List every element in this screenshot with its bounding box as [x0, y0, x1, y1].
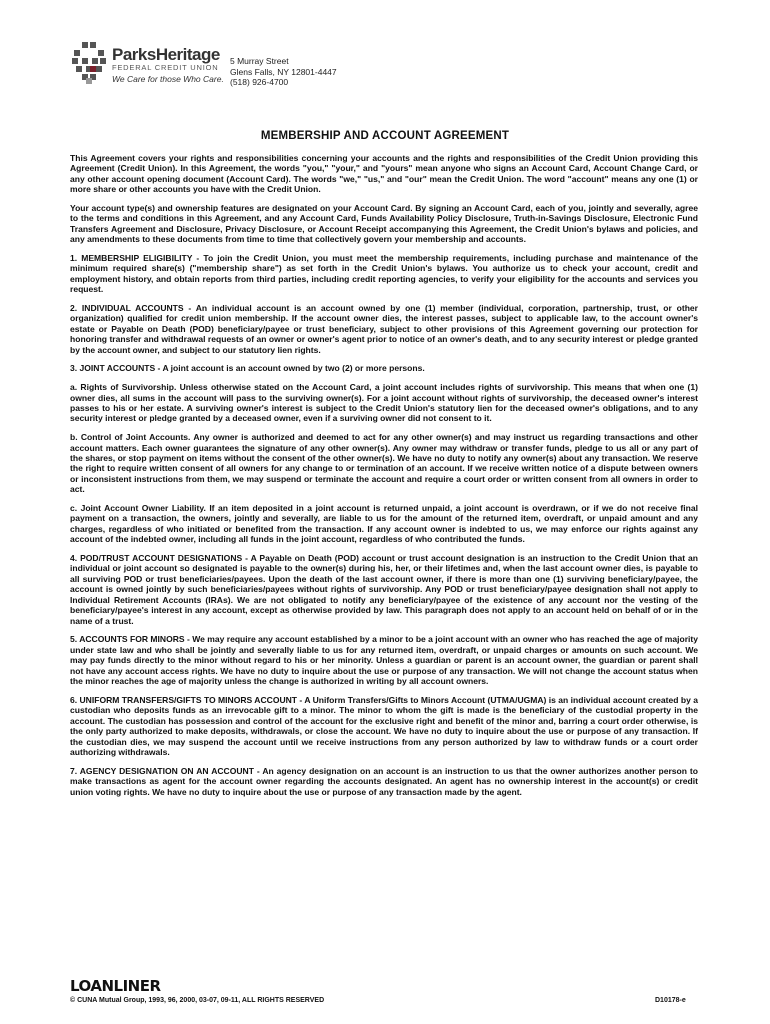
brand-block	[112, 46, 224, 85]
letterhead	[72, 40, 692, 92]
brand-tagline: We Care for those Who Care.	[112, 74, 224, 84]
paragraph: 4. POD/TRUST ACCOUNT DESIGNATIONS - A Payable on Death (POD) account or trust account designation is an instruction to the Credit Union that an individual or joint account so designated is payable to the owner(s) during his, her, or their lifetimes and, when the last account owner dies, is payable to all surviving POD or trust beneficiaries/payees. Upon the death of the last account owner, if there is more than one (1) surviving beneficiary/payee, the account is owned jointly by such beneficiaries/payees without rights of survivorship. Any POD or trust beneficiary/payee designation shall not apply to Individual Retirement Accounts (IRAs). We are not obligated to notify any beneficiary/payee of the existence of any account nor the vesting of the beneficiary/payee's interest in any account, except as otherwise provided by law. This paragraph does not apply to an account held on behalf of or in the name of a trust.	[70, 553, 698, 626]
paragraph: 1. MEMBERSHIP ELIGIBILITY - To join the Credit Union, you must meet the membership requirements, including purchase and maintenance of the minimum required share(s) ("membership share") as set forth in the Credit Union's bylaws. You authorize us to check your account, credit and employment history, and obtain reports from third parties, including credit reporting agencies, to verify your eligibility for the accounts and services you request.	[70, 253, 698, 295]
brand-subtitle: FEDERAL CREDIT UNION	[112, 63, 219, 72]
paragraph: This Agreement covers your rights and responsibilities concerning your accounts and the rights and responsibilities of the Credit Union providing this Agreement (Credit Union). In this Agreement, the words "you," "your," and "yours" mean anyone who signs an Account Card, Account Change Card, or any other account opening document (Account Card). The words "we," "us," and "our" mean the Credit Union. The word "account" means any one (1) or more share or other accounts you have with the Credit Union.	[70, 153, 698, 195]
loanliner-logo: LOANLINER	[70, 977, 161, 995]
paragraph: 2. INDIVIDUAL ACCOUNTS - An individual account is an account owned by one (1) member (individual, corporation, partnership, trust, or other organization) qualified for credit union membership. If the account owner dies, the interest passes, subject to applicable law, to the account owner's estate or Payable on Death (POD) beneficiary/payee or trust beneficiary, subject to other provisions of this Agreement governing our protection for honoring transfer and withdrawal requests of an owner or owner's agent prior to notice of an owner's death, and to any security interest or pledge granted by the account owner, and subject to our statutory lien rights.	[70, 303, 698, 355]
stacked-squares-logo-icon	[72, 42, 108, 86]
paragraph: c. Joint Account Owner Liability. If an item deposited in a joint account is returned unpaid, a joint account is overdrawn, or if we do not receive final payment on a transaction, the owners, jointly and severally, are liable to us for the amount of the returned item, overdraft, or unpaid amount and any charges, regardless of who initiated or benefited from the transaction. If any account owner is indebted to us, we may enforce our rights against any account of the indebted owner, including all funds in the joint account, regardless of who contributed the funds.	[70, 503, 698, 545]
agreement-body	[70, 153, 698, 805]
address-block	[230, 56, 337, 88]
paragraph: b. Control of Joint Accounts. Any owner is authorized and deemed to act for any other owner(s) and may instruct us regarding transactions and other account matters. Each owner guarantees the signature of any other owner(s). Any owner may withdraw or transfer funds, pledge to us all or any part of the shares, or stop payment on items without the consent of the other owner(s). We have no duty to notify any owner(s) about any transaction. We reserve the right to require written consent of all owners for any change to or termination of an account. If we receive written notice of a dispute between owners or inconsistent instructions from them, we may suspend or terminate the account and require a court order or written consent from all owners in order to act.	[70, 432, 698, 495]
address-city: Glens Falls, NY 12801-4447	[230, 66, 337, 77]
document-title: MEMBERSHIP AND ACCOUNT AGREEMENT	[260, 130, 510, 142]
paragraph: a. Rights of Survivorship. Unless otherwise stated on the Account Card, a joint account includes rights of survivorship. This means that when one (1) owner dies, all sums in the account will pass to the surviving owner(s). For a joint account without rights of survivorship, the deceased owner's interest passes to his or her estate. A surviving owner's interest is subject to the Credit Union's statutory lien for the deceased owner's obligations, and to any security interest or pledge granted by a deceased owner, even if a surviving owner did not consent to it.	[70, 382, 698, 424]
copyright-notice: © CUNA Mutual Group, 1993, 96, 2000, 03-07, 09-11, ALL RIGHTS RESERVED	[70, 997, 325, 1004]
address-street: 5 Murray Street	[230, 56, 289, 66]
paragraph: 3. JOINT ACCOUNTS - A joint account is an account owned by two (2) or more persons.	[70, 363, 425, 374]
paragraph: 5. ACCOUNTS FOR MINORS - We may require any account established by a minor to be a joint account with an owner who has reached the age of majority under state law and who shall be jointly and severally liable to us for any returned item, overdraft, or unpaid charges or amounts on such account. We may pay funds directly to the minor without regard to his or her minority. Unless a guardian or parent is an account owner, the guardian or parent shall not have any account access rights. We have no duty to inquire about the use or purpose of any transaction. We will not change the account status when the minor reaches the age of majority unless the change is authorized in writing by all account owners.	[70, 634, 698, 687]
paragraph: 7. AGENCY DESIGNATION ON AN ACCOUNT - An agency designation on an account is an instruction to us that the owner authorizes another person to make transactions as agent for the account owner regarding the accounts designated. An agent has no ownership interest in the account(s) or credit union voting rights. We have no duty to inquire about the use or purpose of any transaction made by the agent.	[70, 765, 698, 797]
paragraph: Your account type(s) and ownership features are designated on your Account Card. By signing an Account Card, each of you, jointly and severally, agree to the terms and conditions in this Agreement, and any Account Card, Funds Availability Policy Disclosure, Truth-in-Savings Disclosure, Electronic Fund Transfers Agreement and Disclosure, Privacy Disclosure, or Account Receipt accompanying this Agreement, the Credit Union's bylaws and policies, and any amendments to these documents from time to time that collectively govern your membership and accounts.	[70, 203, 698, 245]
phone-number: (518) 926-4700	[230, 77, 289, 87]
brand-name: ParksHeritage	[112, 45, 220, 64]
paragraph: 6. UNIFORM TRANSFERS/GIFTS TO MINORS ACCOUNT - A Uniform Transfers/Gifts to Minors Account (UTMA/UGMA) is an individual account created by a custodian who deposits funds as an irrevocable gift to a minor. The minor to whom the gift is made is the beneficiary of the custodial property in the account. The custodian has possession and control of the account for the exclusive right and benefit of the minor and, barring a court order otherwise, is the only party authorized to make deposits, withdrawals, or close the account. We have no duty to inquire about the use or purpose of any transaction. If the custodian dies, we may suspend the account until we receive instructions from any person authorized by law to withdraw funds or a court order authorizing withdrawals.	[70, 694, 698, 758]
form-number: D10178-e	[655, 997, 686, 1004]
